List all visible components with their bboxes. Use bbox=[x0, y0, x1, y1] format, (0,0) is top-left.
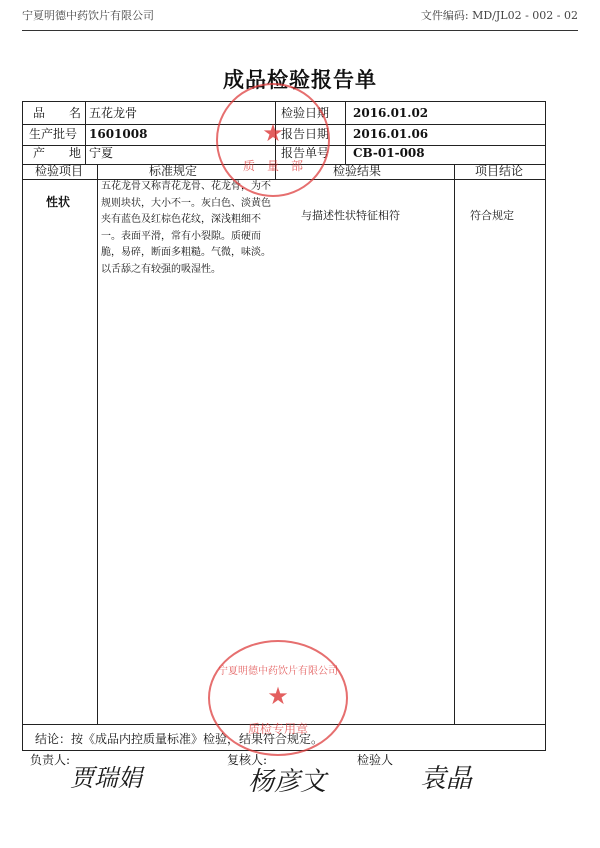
company-name: 宁夏明德中药饮片有限公司 bbox=[22, 10, 154, 22]
conclusion-text: 结论：按《成品内控质量标准》检验，结果符合规定。 bbox=[35, 732, 324, 746]
batch-value: 1601008 bbox=[89, 127, 148, 141]
row-standard: 五花龙骨又称青花龙骨、花龙骨，为不规则块状，大小不一。灰白色、淡黄色夹有蓝色及红棕色花纹，深浅粗细不一。表面平滑，常有小裂隙。质硬而脆，易碎，断面多粗糙。气微，味淡。以舌舔之有较强的吸湿性。 bbox=[101, 181, 271, 275]
inspect-date-label: 检验日期 bbox=[281, 106, 330, 120]
seal-org-text: 宁夏明德中药饮片有限公司 bbox=[218, 666, 338, 677]
reviewer-signature: 杨彦文 bbox=[248, 767, 327, 797]
col-header-standard: 标准规定 bbox=[149, 164, 198, 178]
report-date-label: 报告日期 bbox=[281, 127, 330, 141]
inspector-label: 检验人 bbox=[357, 753, 394, 767]
col-divider bbox=[345, 102, 346, 164]
product-name-value: 五花龙骨 bbox=[89, 106, 138, 120]
report-no-value: CB-01-008 bbox=[353, 146, 425, 160]
row-result: 与描述性状特征相符 bbox=[301, 209, 400, 222]
reviewer-label: 复核人: bbox=[227, 753, 268, 767]
origin-label: 产 地 bbox=[33, 146, 82, 160]
document-header bbox=[22, 10, 578, 28]
inspector-signature: 袁晶 bbox=[420, 764, 473, 794]
file-number: 文件编码: MD/JL02 - 002 - 02 bbox=[420, 10, 578, 22]
col-divider bbox=[275, 102, 276, 179]
row-divider bbox=[23, 164, 545, 165]
inspect-date-value: 2016.01.02 bbox=[353, 106, 429, 120]
batch-label: 生产批号 bbox=[29, 127, 78, 141]
row-divider bbox=[23, 724, 545, 725]
star-icon: ★ bbox=[267, 682, 289, 710]
report-no-label: 报告单号 bbox=[281, 146, 330, 160]
seal-qc-text: 质检专用章 bbox=[247, 722, 308, 736]
col-divider bbox=[85, 102, 86, 164]
col-header-conclusion: 项目结论 bbox=[475, 164, 524, 178]
origin-value: 宁夏 bbox=[89, 146, 114, 160]
seal-dept-text: 质 量 部 bbox=[242, 159, 303, 173]
header-divider bbox=[22, 30, 578, 31]
report-date-value: 2016.01.06 bbox=[353, 127, 429, 141]
col-header-result: 检验结果 bbox=[333, 164, 382, 178]
col-divider bbox=[97, 164, 98, 724]
report-table bbox=[22, 101, 546, 751]
responsible-label: 负责人: bbox=[30, 753, 71, 767]
responsible-signature: 贾瑞娟 bbox=[70, 764, 142, 792]
page-title: 成品检验报告单 bbox=[223, 67, 377, 92]
row-item: 性状 bbox=[46, 195, 71, 209]
star-icon: ★ bbox=[262, 119, 284, 147]
col-divider bbox=[454, 164, 455, 724]
col-header-item: 检验项目 bbox=[35, 164, 84, 178]
row-conclusion: 符合规定 bbox=[470, 209, 514, 222]
product-name-label: 品 名 bbox=[33, 106, 82, 120]
